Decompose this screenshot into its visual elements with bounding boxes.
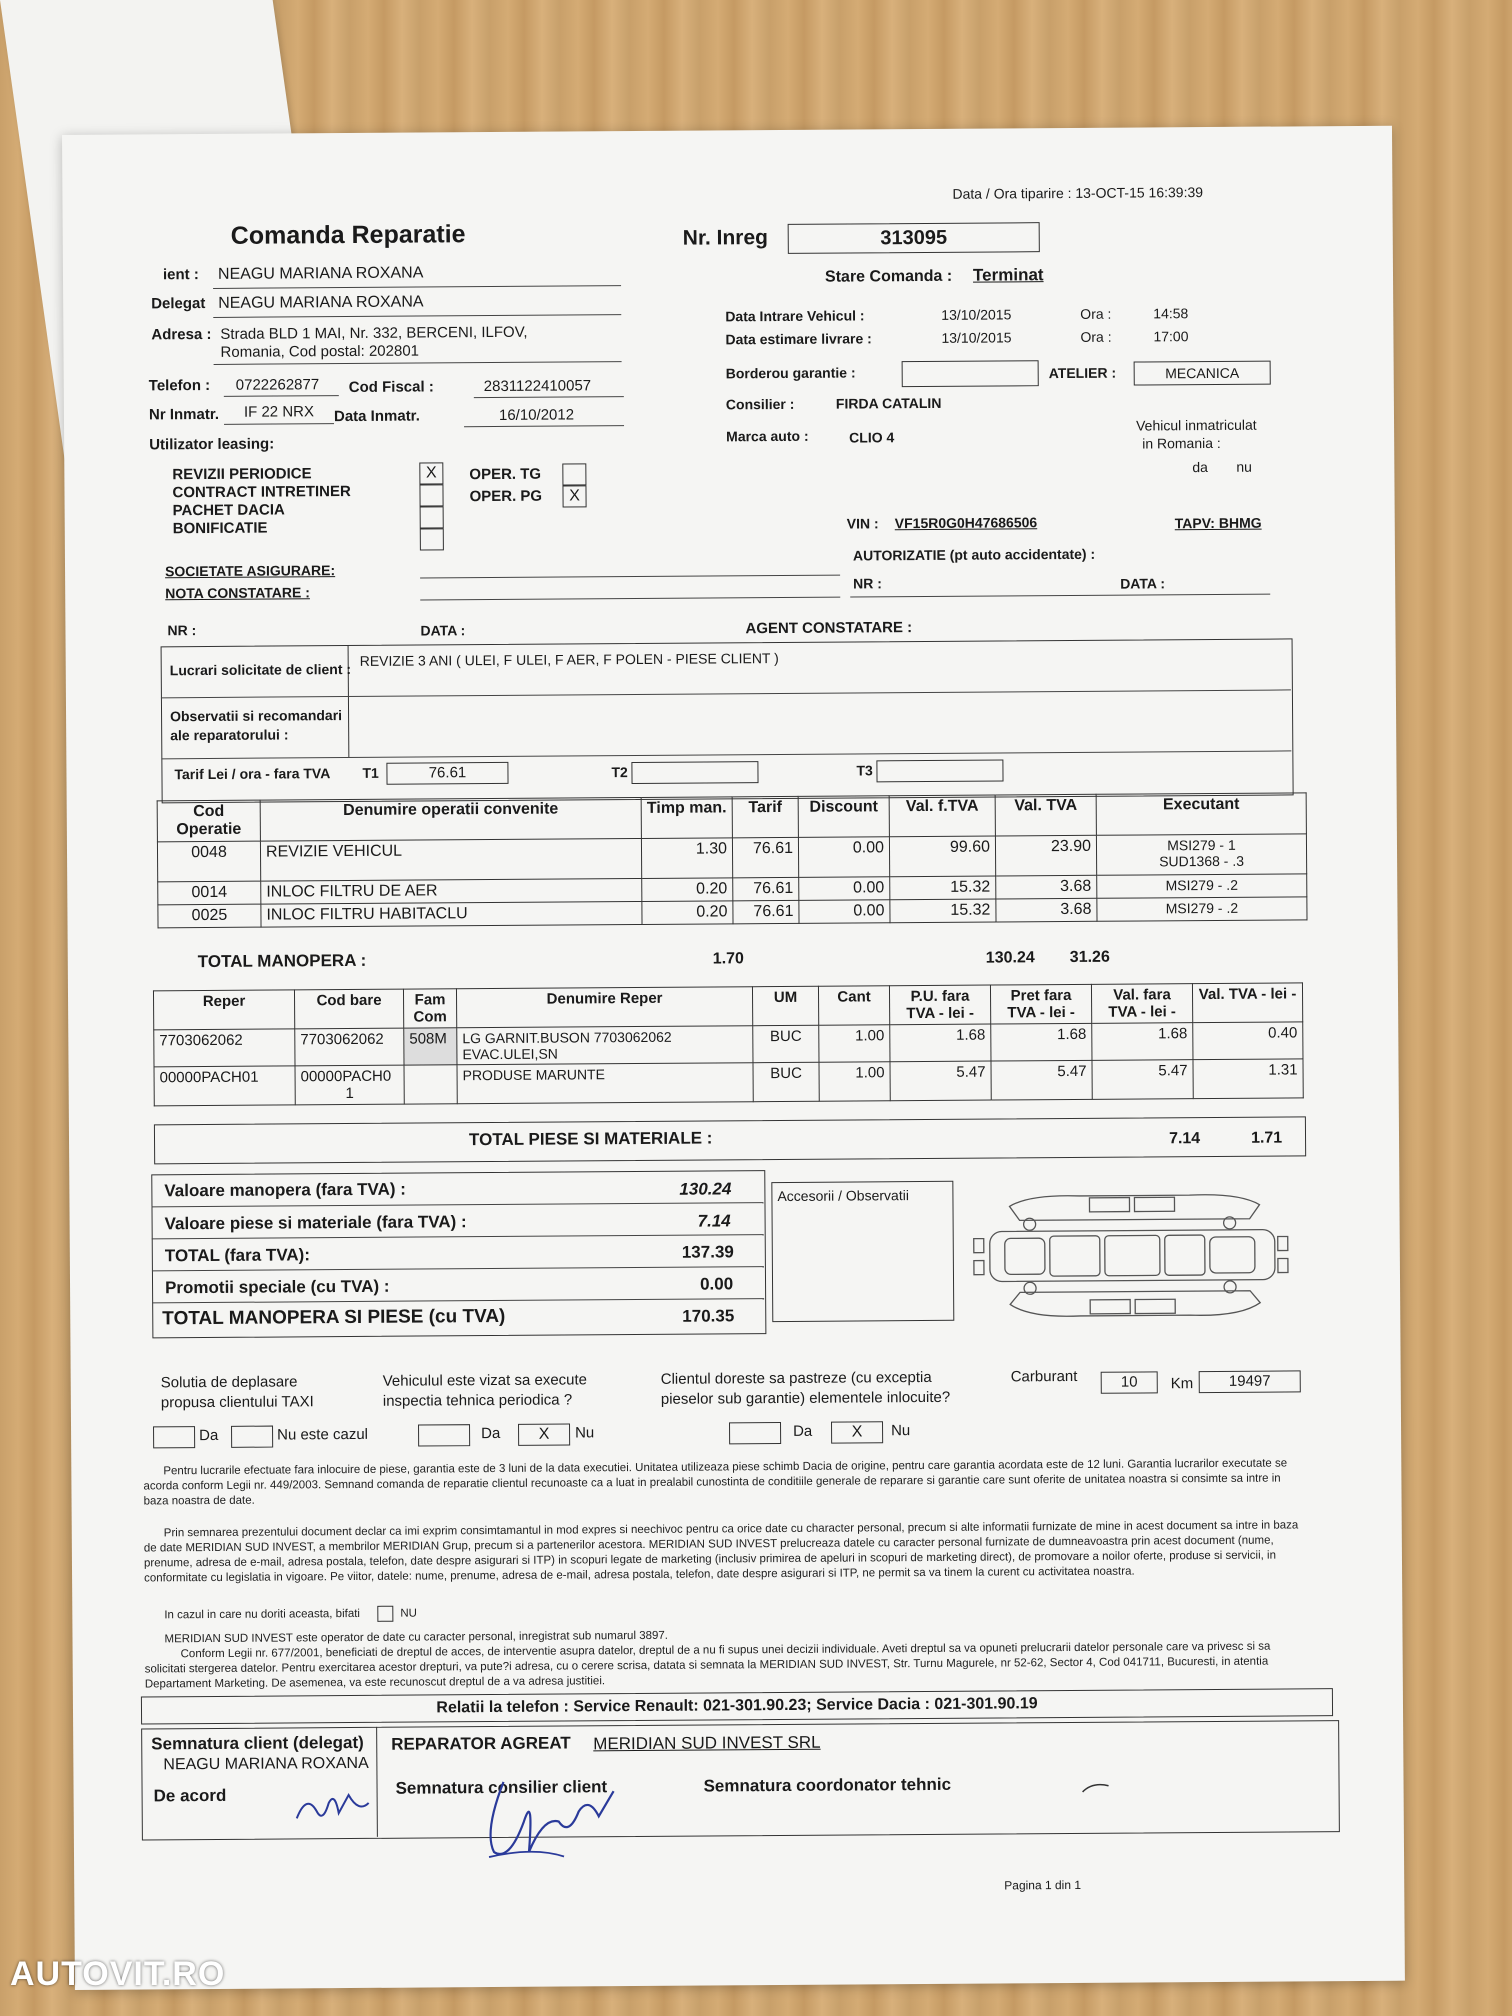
pachet-label: PACHET DACIA [172,501,285,520]
ops-tarif: 76.61 [732,837,798,877]
pastreze-2: pieselor sub garantie) elementele inlocuite? [660,1388,951,1408]
oper-pg-checkbox[interactable]: X [562,485,586,507]
parts-header: Val. fara TVA - lei - [1091,984,1192,1024]
semnatura-client-label: Semnatura client (delegat) [151,1732,364,1754]
parts-reper: 7703062062 [154,1029,295,1067]
borderou-label: Borderou garantie : [725,364,856,382]
summary-value: 130.24 [679,1179,732,1199]
t3-label: T3 [856,762,873,779]
reparator-name: MERIDIAN SUD INVEST SRL [593,1732,821,1754]
parts-tva: 1.31 [1193,1059,1303,1099]
repair-order-sheet [62,126,1405,1990]
itp-da-checkbox[interactable] [418,1424,470,1446]
summary-label: Valoare manopera (fara TVA) : [164,1179,406,1201]
parts-cant: 1.00 [819,1062,890,1101]
ops-exec: MSI279 - .2 [1097,874,1307,898]
nr-inreg: 313095 [788,222,1040,254]
lucrari-label: Lucrari solicitate de client : [169,660,352,679]
ops-cod: 0014 [158,881,261,905]
client-label: ient : [162,266,199,284]
relatii-telefon: Relatii la telefon : Service Renault: 021-301.90.23; Service Dacia : 021-301.90.19 [141,1688,1333,1724]
parts-den: PRODUSE MARUNTE [457,1063,753,1104]
autorizatie-label: AUTORIZATIE (pt auto accidentate) : [852,545,1096,564]
reparator-label: REPARATOR AGREAT [391,1733,571,1754]
summary-value: 0.00 [699,1274,734,1294]
consilier-label: Consilier : [725,395,795,413]
semnatura-coordonator-label: Semnatura coordonator tehnic [703,1774,952,1796]
ops-disc: 0.00 [798,837,889,878]
optout-label: In cazul in care nu doriti aceasta, bifati [164,1607,360,1622]
oper-tg-label: OPER. TG [469,465,542,484]
livrare-ora: 17:00 [1153,328,1189,345]
parts-header: Reper [153,990,294,1030]
de-acord-label: De acord [153,1785,227,1806]
parts-header: Cant [818,986,889,1025]
agent-label: AGENT CONSTATARE : [745,619,913,638]
nota-nr-label: NR : [167,622,197,639]
atelier-label: ATELIER : [1048,364,1117,382]
page-number: Pagina 1 din 1 [1004,1877,1082,1893]
ops-timp: 0.20 [642,878,733,902]
print-date: Data / Ora tiparire : 13-OCT-15 16:39:39 [952,184,1204,202]
total-piese-tva: 1.71 [1250,1129,1283,1147]
ops-cod: 0025 [158,904,261,928]
parts-pu: 5.47 [890,1061,991,1101]
ops-tva: 23.90 [995,835,1096,876]
total-manopera-label: TOTAL MANOPERA : [197,950,367,972]
vehicul-ro-2: in Romania : [1142,434,1221,452]
total-manopera-timp: 1.70 [712,950,744,968]
revizii-checkbox[interactable]: X [419,462,443,484]
parts-den-1: LG GARNIT.BUSON 7703062062 [462,1028,672,1047]
summary-value: 7.14 [697,1211,731,1231]
ops-header: Val. TVA [995,794,1096,836]
ops-den: REVIZIE VEHICUL [260,838,641,881]
parts-header: Fam Com [403,989,456,1028]
parts-val: 1.68 [1092,1023,1193,1061]
ops-disc: 0.00 [799,877,890,901]
oper-tg-checkbox[interactable] [562,463,586,485]
ops-disc: 0.00 [799,900,890,924]
vehicul-ro-nu: nu [1236,458,1252,475]
parts-header: Cod bare [294,989,403,1029]
parts-header: Val. TVA - lei - [1192,983,1302,1023]
intrare-date: 13/10/2015 [941,306,1012,323]
legal-paragraph: MERIDIAN SUD INVEST este operator de date cu caracter personal, inregistrat sub numarul 3897. [164,1629,669,1646]
marca-label: Marca auto : [726,427,809,445]
t1-label: T1 [362,764,379,781]
data-inmatr: 16/10/2012 [498,406,575,424]
delegat-label: Delegat [151,295,206,313]
parts-header: UM [752,986,818,1025]
autorizatie-nr-label: NR : [853,575,882,592]
carburant-label: Carburant [1010,1367,1078,1386]
livrare-label: Data estimare livrare : [725,330,872,348]
parts-fam: 508M [404,1028,457,1065]
t2-label: T2 [611,764,628,781]
consilier-signature [463,1761,634,1872]
adresa-line-2: Romania, Cod postal: 202801 [220,342,420,361]
observatii-label-2: ale reparatorului : [170,726,289,744]
ops-exec [1096,834,1306,875]
adresa-label: Adresa : [151,325,212,344]
ops-exec-2: SUD1368 - .3 [1159,852,1245,870]
nota-data-label: DATA : [420,622,466,639]
revizii-label: REVIZII PERIODICE [172,465,312,484]
adresa-line-1: Strada BLD 1 MAI, Nr. 332, BERCENI, ILFOV, [220,323,528,343]
summary-label: Promotii speciale (cu TVA) : [164,1276,390,1298]
summary-label: TOTAL MANOPERA SI PIESE (cu TVA) [162,1305,506,1330]
ops-header: Denumire operatii convenite [260,797,641,841]
total-manopera-tva: 31.26 [1069,948,1110,966]
delegat-name: NEAGU MARIANA ROXANA [218,293,424,312]
operations-table [157,792,1308,928]
nota-label: NOTA CONSTATARE : [165,584,310,602]
parts-pret: 5.47 [991,1060,1092,1100]
total-piese-label: TOTAL PIESE SI MATERIALE : [468,1128,713,1150]
vehicul-ro-1: Vehicul inmatriculat [1135,416,1257,434]
nr-inmatr-label: Nr Inmatr. [148,405,220,424]
keep-da-checkbox[interactable] [729,1422,781,1444]
solutia-1: Solutia de deplasare [160,1373,298,1392]
ops-timp: 1.30 [641,838,732,879]
parts-tva: 0.40 [1193,1022,1303,1060]
itp-da-label: Da [481,1424,501,1443]
vizat-2: inspectia tehnica periodica ? [382,1391,573,1410]
keep-da-label: Da [793,1422,813,1440]
parts-pu: 1.68 [890,1024,991,1062]
ops-tarif: 76.61 [733,900,799,923]
client-name: NEAGU MARIANA ROXANA [217,264,424,283]
ops-header: Cod Operatie [157,800,260,842]
ops-val: 15.32 [890,876,996,900]
taxi-da-checkbox[interactable] [153,1426,195,1448]
itp-nu-checkbox[interactable]: X [518,1423,570,1445]
data-inmatr-label: Data Inmatr. [333,407,420,426]
ops-header: Executant [1096,793,1306,835]
intrare-label: Data Intrare Vehicul : [725,307,865,325]
consilier-name: FIRDA CATALIN [835,394,942,412]
ops-tarif: 76.61 [733,877,799,900]
coordonator-signature [1078,1778,1118,1798]
contract-label: CONTRACT INTRETINER [172,482,351,502]
marca-value: CLIO 4 [849,429,895,446]
pastreze-1: Clientul doreste sa pastreze (cu exceptia [660,1368,932,1388]
page-title: Comanda Reparatie [230,220,466,250]
client-signature [288,1773,378,1834]
legal-paragraph: Conform Legii nr. 677/2001, beneficiati de dreptul de acces, de interventie asupra datelor, dreptul de a nu fi supus unei decizii individuale. Aveti dreptul sa va opuneti prelucrarii datelor personale care va privesc si sa solicitati stergerea datelor. Pentru exercitarea acestor drepturi, va pute?i adresa, cu o cerere scrisa, datata si semnata la MERIDIAN SUD INVEST, Str. Turnu Magurele, nr 52-62, Sector 4, Cod 041711, Bucuresti, in atentia Departament Marketing. De asemenea, va este recunoscut dreptul de a va adresa justitiei. [144,1640,1271,1691]
parts-den [457,1026,753,1065]
ops-val: 15.32 [890,899,996,923]
total-manopera-val: 130.24 [985,949,1035,967]
ops-exec-1: MSI279 - 1 [1167,836,1236,854]
vehicul-ro-da: da [1192,459,1208,476]
taxi-nu-label: Nu este cazul [277,1425,369,1444]
tapv: TAPV: BHMG [1174,514,1262,532]
parts-header: Denumire Reper [456,987,752,1028]
ops-tva: 3.68 [996,875,1097,899]
km-value: 19497 [1199,1370,1301,1393]
stare-value: Terminat [972,265,1044,285]
parts-reper: 00000PACH01 [154,1066,295,1106]
stare-label: Stare Comanda : [824,267,953,286]
keep-nu-checkbox[interactable]: X [831,1421,883,1443]
watermark-logo: AUTOVIT.RO [10,1955,226,1993]
intrare-ora-label: Ora : [1080,305,1112,322]
summary-label: Valoare piese si materiale (fara TVA) : [164,1212,467,1234]
atelier-value: MECANICA [1134,361,1271,386]
oper-pg-label: OPER. PG [469,487,543,506]
keep-nu-label: Nu [891,1422,911,1440]
ops-den: INLOC FILTRU DE AER [261,878,642,904]
pachet-checkbox[interactable] [420,506,444,528]
borderou-field [902,360,1039,387]
parts-den-2: EVAC.ULEI,SN [462,1045,558,1063]
parts-cod-1: 00000PACH0 [300,1067,392,1086]
livrare-date: 13/10/2015 [941,329,1012,346]
ops-tva: 3.68 [996,898,1097,922]
taxi-nu-checkbox[interactable] [231,1426,273,1448]
legal-paragraph: Pentru lucrarile efectuate fara inlocuire de piese, garantia este de 3 luni de la data executiei. Unitatea utilizeaza piese schimb Dacia de origine, pentru care garantia acordata este de 12 luni. Garantia lucrarilor executate se acorda conform Legii nr. 449/2003. Semnand comanda de reparatie clientul recunoaste ca a luat in prealabil cunostinta de conditiile generale de reparare si garantie care sunt oferite de unitatea noastra si consimte sa intre in baza noastra de date. [143,1457,1288,1508]
t2-value [631,761,758,784]
telefon-label: Telefon : [148,376,211,395]
parts-cod-2: 1 [345,1084,354,1103]
semnatura-consilier-label: Semnatura consilier client [395,1777,608,1798]
semnatura-client-name: NEAGU MARIANA ROXANA [163,1754,369,1774]
parts-table [153,982,1304,1106]
t3-value [876,759,1003,782]
summary-value: 137.39 [681,1242,734,1262]
parts-header: P.U. fara TVA - lei - [889,985,990,1025]
summary-label: TOTAL (fara TVA): [164,1245,311,1266]
total-piese-val: 7.14 [1168,1130,1201,1148]
table-row [154,1059,1303,1106]
summary-value: 170.35 [682,1306,735,1326]
ops-timp: 0.20 [642,901,733,925]
itp-nu-label: Nu [575,1424,595,1442]
societate-label: SOCIETATE ASIGURARE: [164,562,336,580]
parts-um: BUC [753,1025,819,1062]
ops-val: 99.60 [889,836,995,877]
ops-header: Val. f.TVA [889,795,995,837]
bonificatie-checkbox[interactable] [420,528,444,550]
legal-paragraph: Prin semnarea prezentului document declar ca imi exprim consimtamantul in mod expres si neechivoc pentru ca orice date cu character personal, precum si alte informatii furnizate de mine in acest document sa intre in baza de date MERIDIAN SUD INVEST, a membrilor MERIDIAN Grup, precum si a partenerilor acestora. MERIDIAN SUD INVEST prelucreaza datele cu caracter personal furnizate de dumneavoastra prin acest document (nume, prenume, adresa de e-mail, adresa postala, telefon, date despre asigurari si ITP) in scopuri legate de marketing (inclusiv primirea de apeluri in scopuri de marketing direct), de promovare a noilor oferte, produse si servicii, in conformitate cu legislatia in vigoare. Pe viitor, datele: nume, prenume, adresa de e-mail, adresa postala, telefon, date despre asigurari si ITP, ne permit sa va tinem la curent cu activitatea noastra. [143,1519,1299,1585]
t1-value: 76.61 [386,762,508,785]
parts-pret: 1.68 [991,1023,1092,1061]
leasing-label: Utilizator leasing: [149,435,275,454]
vin-value: VF15R0G0H47686506 [894,514,1038,532]
taxi-da-label: Da [199,1426,219,1445]
parts-cod: 7703062062 [295,1028,404,1066]
solutia-2: propusa clientului TAXI [160,1393,314,1412]
car-damage-diagram [969,1174,1290,1336]
ops-cod: 0048 [157,841,260,882]
cod-fiscal: 2831122410057 [483,377,592,396]
ops-header: Discount [798,796,889,838]
bonificatie-label: BONIFICATIE [172,519,268,538]
accesorii-label: Accesorii / Observatii [777,1187,909,1205]
parts-val: 5.47 [1092,1060,1193,1100]
contract-checkbox[interactable] [419,484,443,506]
vizat-1: Vehiculul este vizat sa execute [382,1371,588,1390]
parts-fam [404,1065,457,1104]
telefon: 0722262877 [235,376,320,394]
cod-fiscal-label: Cod Fiscal : [348,378,434,397]
parts-cant: 1.00 [819,1025,890,1062]
ops-header: Timp man. [641,797,732,839]
carburant-value: 10 [1101,1371,1158,1393]
livrare-ora-label: Ora : [1080,328,1112,345]
ops-exec: MSI279 - .2 [1097,897,1307,921]
parts-um: BUC [753,1062,819,1101]
parts-header: Pret fara TVA - lei - [990,984,1091,1024]
optout-nu: NU [400,1607,417,1620]
nr-inreg-label: Nr. Inreg [682,226,769,250]
ops-den: INLOC FILTRU HABITACLU [261,901,642,927]
tarif-label: Tarif Lei / ora - fara TVA [174,765,331,783]
autorizatie-data-label: DATA : [1120,575,1166,592]
total-piese-row [154,1116,1306,1164]
km-label: Km [1170,1375,1194,1393]
lucrari-value: REVIZIE 3 ANI ( ULEI, F ULEI, F AER, F POLEN - PIESE CLIENT ) [359,650,779,669]
parts-cod [295,1065,404,1105]
optout-checkbox[interactable] [377,1606,393,1622]
nr-inmatr: IF 22 NRX [243,403,315,421]
intrare-ora: 14:58 [1153,305,1189,322]
vin-label: VIN : [846,515,879,532]
ops-header: Tarif [732,796,798,837]
observatii-label-1: Observatii si recomandari [170,707,343,725]
